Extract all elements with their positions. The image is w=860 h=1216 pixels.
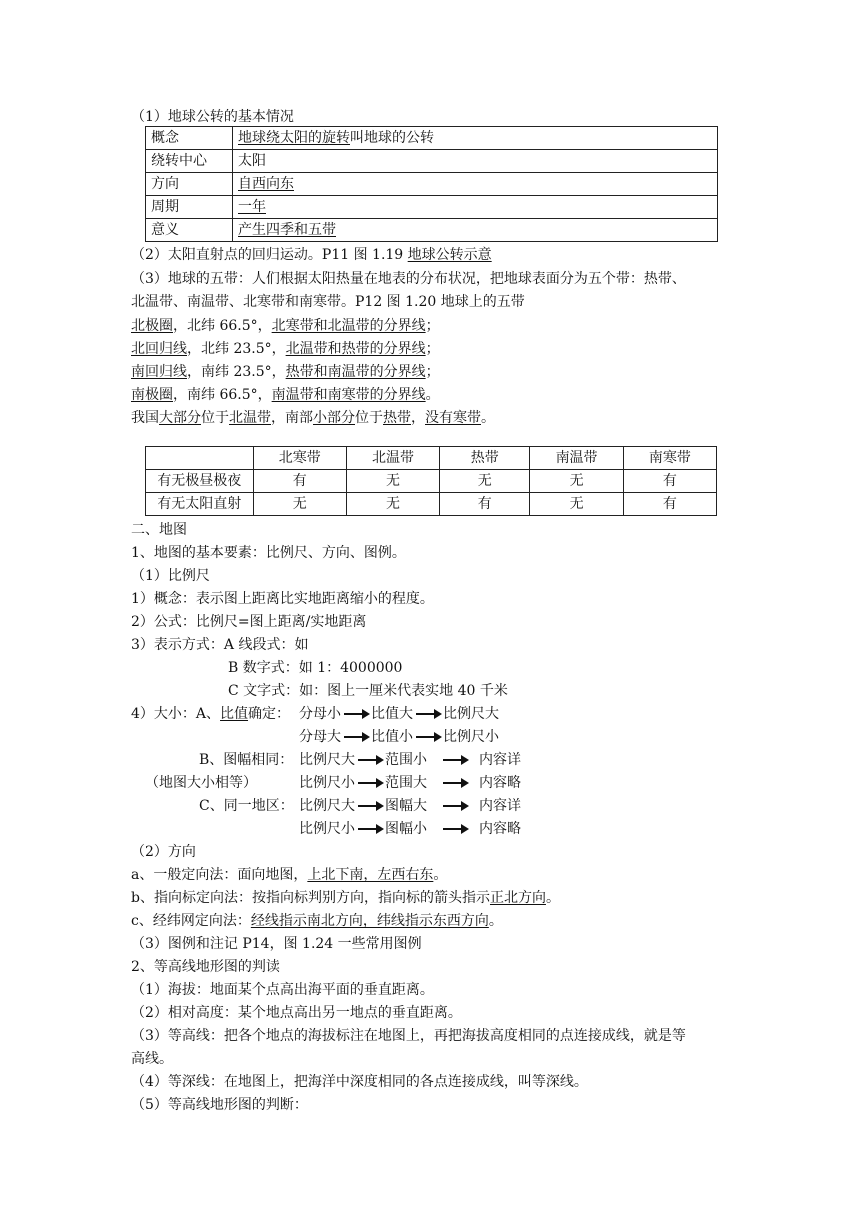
- text-line: （1）海拔：地面某个点高出海平面的垂直距离。: [131, 982, 434, 998]
- text-line: （4）等深线：在地图上，把海洋中深度相同的各点连接成线，叫等深线。: [131, 1074, 588, 1090]
- text-line: （2）相对高度：某个地点高出另一地点的垂直距离。: [131, 1005, 462, 1021]
- text-line: 高线。: [131, 1051, 173, 1067]
- circle-line: 南回归线，南纬 23.5°，热带和南温带的分界线；: [131, 364, 440, 380]
- circle-line: 北回归线，北纬 23.5°，北温带和热带的分界线；: [131, 341, 440, 357]
- table-cell: 地球绕太阳的旋转叫地球的公转: [233, 127, 718, 150]
- text-line: （1）比例尺: [131, 568, 210, 584]
- table-cell: 无: [346, 493, 439, 516]
- revolution-table: [145, 126, 718, 242]
- table-cell: 无: [440, 470, 530, 493]
- table-cell: 有: [440, 493, 530, 516]
- text-line: （2）方向: [131, 844, 196, 860]
- size-row: 比例尺大 图幅大 内容详: [299, 798, 521, 814]
- table-row: [146, 493, 717, 516]
- table-cell: 意义: [146, 219, 233, 242]
- table-row: [146, 219, 718, 242]
- circle-line: 北极圈，北纬 66.5°，北寒带和北温带的分界线；: [131, 318, 440, 334]
- table-cell: 南温带: [530, 447, 623, 470]
- text-line: （3）地球的五带：人们根据太阳热量在地表的分布状况，把地球表面分为五个带：热带、: [131, 271, 686, 287]
- table-cell: 热带: [440, 447, 530, 470]
- text-line: （5）等高线地形图的判断：: [131, 1097, 308, 1113]
- arrow-right-icon: [358, 759, 382, 761]
- arrow-right-icon: [358, 828, 382, 830]
- arrow-right-icon: [443, 828, 467, 830]
- table-row: [146, 173, 718, 196]
- table-cell: 南寒带: [623, 447, 716, 470]
- table-cell: 北寒带: [253, 447, 346, 470]
- text-line: 3）表示方式：A 线段式：如: [131, 637, 309, 653]
- table-cell: 自西向东: [233, 173, 718, 196]
- table-cell: 无: [346, 470, 439, 493]
- size-row: 比例尺小 图幅小 内容略: [299, 821, 521, 837]
- arrow-right-icon: [344, 736, 368, 738]
- arrow-right-icon: [358, 782, 382, 784]
- section-title-revolution: （1）地球公转的基本情况: [131, 109, 294, 125]
- arrow-right-icon: [344, 713, 368, 715]
- table-header-row: [146, 447, 717, 470]
- table-cell: 无: [530, 493, 623, 516]
- arrow-right-icon: [358, 805, 382, 807]
- circle-line: 南极圈，南纬 66.5°，南温带和南寒带的分界线。: [131, 387, 440, 403]
- section-heading-map: 二、地图: [131, 522, 187, 538]
- zones-table: [145, 446, 717, 516]
- text-line: b、指向标定向法：按指向标判别方向，指向标的箭头指示正北方向。: [131, 890, 560, 906]
- arrow-right-icon: [416, 713, 440, 715]
- table-cell: 有无太阳直射: [146, 493, 254, 516]
- size-row: 分母大 比值小 比例尺小: [299, 729, 499, 745]
- arrow-right-icon: [416, 736, 440, 738]
- table-cell: 有: [253, 470, 346, 493]
- table-row: [146, 127, 718, 150]
- china-zone-line: 我国大部分位于北温带，南部小部分位于热带，没有寒带。: [131, 410, 495, 426]
- text-line: 2）公式：比例尺=图上距离/实地距离: [131, 614, 367, 630]
- table-cell: 无: [253, 493, 346, 516]
- text-line: a、一般定向法：面向地图，上北下南，左西右东。: [131, 867, 448, 883]
- text-line: 北温带、南温带、北寒带和南寒带。P12 图 1.20 地球上的五带: [131, 294, 525, 310]
- table-cell: 产生四季和五带: [233, 219, 718, 242]
- table-row: [146, 150, 718, 173]
- text-line: （3）图例和注记 P14，图 1.24 一些常用图例: [131, 936, 422, 952]
- table-cell: 一年: [233, 196, 718, 219]
- text-line: 2、等高线地形图的判读: [131, 959, 280, 975]
- size-row: 比例尺小 范围大 内容略: [299, 775, 521, 791]
- text-line: 1、地图的基本要素：比例尺、方向、图例。: [131, 545, 406, 561]
- table-cell: 周期: [146, 196, 233, 219]
- table-cell: 有: [623, 470, 716, 493]
- table-cell: 概念: [146, 127, 233, 150]
- size-note: （地图大小相等）: [145, 775, 257, 791]
- text-line: （2）太阳直射点的回归运动。P11 图 1.19 地球公转示意: [131, 247, 492, 263]
- table-row: [146, 196, 718, 219]
- size-label-a: 4）大小：A、比值确定：: [131, 706, 291, 722]
- table-cell: 北温带: [346, 447, 439, 470]
- table-cell: 太阳: [233, 150, 718, 173]
- size-label-b: B、图幅相同：: [199, 752, 294, 768]
- table-cell: 绕转中心: [146, 150, 233, 173]
- arrow-right-icon: [443, 805, 467, 807]
- table-cell: [146, 447, 254, 470]
- size-row: 比例尺大 范围小 内容详: [299, 752, 521, 768]
- table-cell: 方向: [146, 173, 233, 196]
- text-line: （3）等高线：把各个地点的海拔标注在地图上，再把海拔高度相同的点连接成线，就是等: [131, 1028, 686, 1044]
- arrow-right-icon: [443, 782, 467, 784]
- table-cell: 有无极昼极夜: [146, 470, 254, 493]
- arrow-right-icon: [443, 759, 467, 761]
- table-cell: 无: [530, 470, 623, 493]
- size-row: 分母小 比值大 比例尺大: [299, 706, 499, 722]
- text-line: 1）概念：表示图上距离比实地距离缩小的程度。: [131, 591, 434, 607]
- text-line: C 文字式：如：图上一厘米代表实地 40 千米: [228, 683, 508, 699]
- table-row: [146, 470, 717, 493]
- text-line: B 数字式：如 1：4000000: [228, 660, 403, 676]
- table-cell: 有: [623, 493, 716, 516]
- size-label-c: C、同一地区：: [199, 798, 294, 814]
- text-line: c、经纬网定向法：经线指示南北方向，纬线指示东西方向。: [131, 913, 503, 929]
